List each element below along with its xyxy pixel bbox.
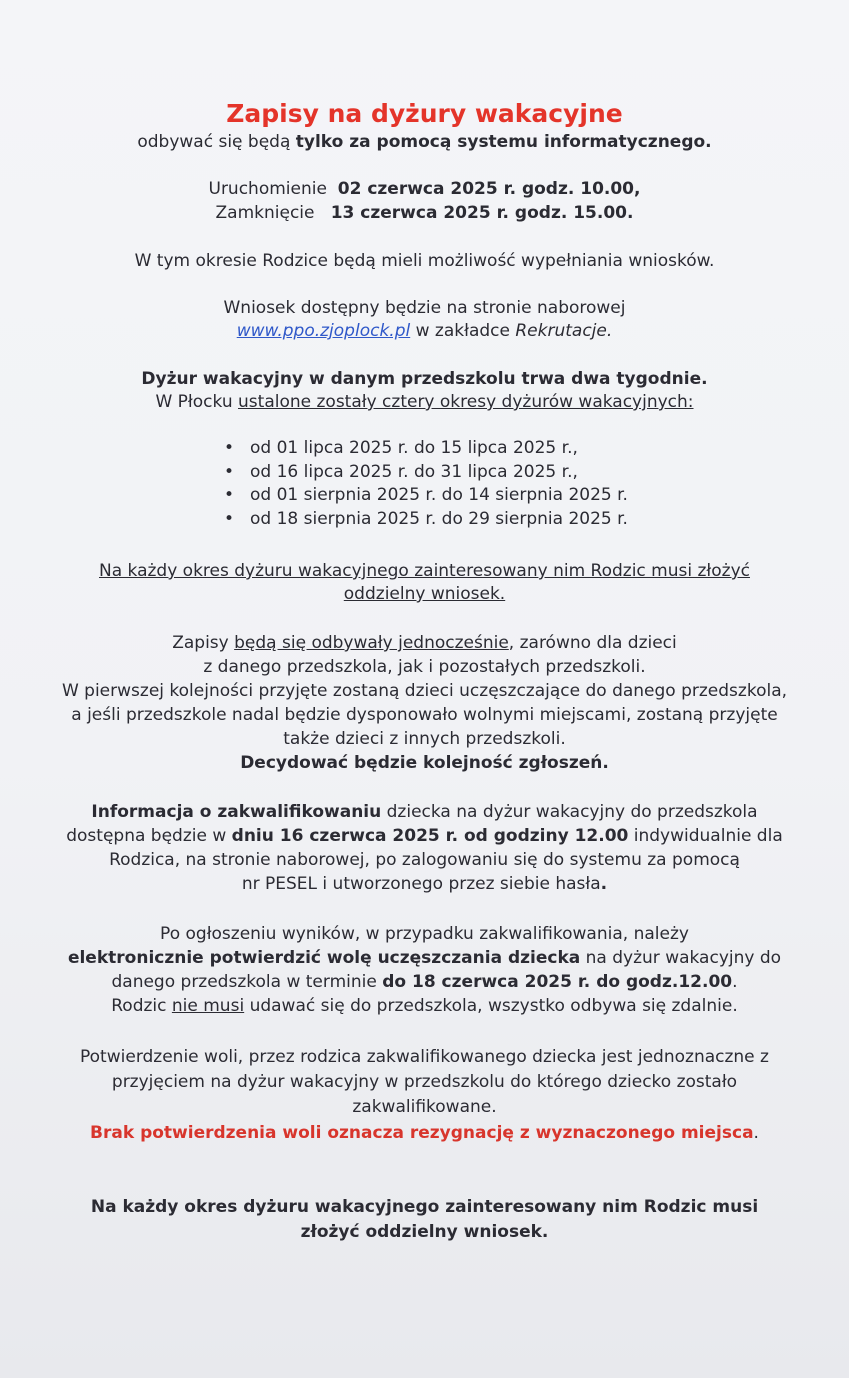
confirmation-deadline: do 18 czerwca 2025 r. do godz.12.00 bbox=[382, 972, 733, 992]
recruitment-tab: Rekrutacje. bbox=[515, 321, 613, 341]
qualification-line4 bbox=[0, 873, 849, 896]
will-line1: Potwierdzenie woli, przez rodzica zakwalifikowanego dziecka jest jednoznaczne z bbox=[80, 1047, 769, 1067]
page-title: Zapisy na dyżury wakacyjne bbox=[226, 99, 623, 128]
enrollment-line1 bbox=[0, 632, 849, 655]
periods-list bbox=[220, 437, 628, 531]
end-date-line bbox=[0, 202, 849, 225]
qualification-line2 bbox=[0, 825, 849, 848]
end-value: 13 czerwca 2025 r. godz. 15.00. bbox=[330, 203, 634, 223]
duration-underlined: ustalone zostały cztery okresy dyżurów wakacyjnych: bbox=[238, 392, 694, 412]
enrollment-line4: a jeśli przedszkole nadal będzie dysponowało wolnymi miejscami, zostaną przyjęte bbox=[71, 705, 778, 725]
intro-prefix: odbywać się będą bbox=[137, 132, 296, 152]
qualification-text2a: dostępna będzie w bbox=[66, 826, 232, 846]
qualification-text1: dziecka na dyżur wakacyjny do przedszkola bbox=[381, 802, 758, 822]
duration-bold: Dyżur wakacyjny w danym przedszkolu trwa dwa tygodnie. bbox=[141, 369, 708, 389]
intro-line bbox=[0, 131, 849, 154]
period-item: • od 16 lipca 2025 r. do 31 lipca 2025 r., bbox=[220, 461, 628, 485]
will-line3: zakwalifikowane. bbox=[352, 1097, 497, 1117]
application-mid: w zakładce bbox=[410, 321, 516, 341]
confirmation-text4b: udawać się do przedszkola, wszystko odbywa się zdalnie. bbox=[244, 996, 738, 1016]
confirmation-line3 bbox=[0, 971, 849, 994]
qualification-line4-text: nr PESEL i utworzonego przez siebie hasła bbox=[241, 874, 601, 894]
enrollment-decision: Decydować będzie kolejność zgłoszeń. bbox=[240, 753, 609, 773]
will-line2: przyjęciem na dyżur wakacyjny w przedszkolu do którego dziecko zostało bbox=[111, 1072, 738, 1092]
footer-line2: złożyć oddzielny wniosek. bbox=[300, 1222, 549, 1242]
qualification-line1 bbox=[0, 801, 849, 824]
intro-bold: tylko za pomocą systemu informatycznego. bbox=[295, 132, 712, 152]
separate-application-line1: Na każdy okres dyżuru wakacyjnego zainteresowany nim Rodzic musi złożyć bbox=[99, 561, 750, 581]
qualification-line4-dot: . bbox=[600, 874, 608, 894]
duration-line bbox=[0, 391, 849, 414]
end-label: Zamknięcie bbox=[215, 203, 315, 223]
confirmation-not-required: nie musi bbox=[171, 996, 245, 1016]
warning-text: Brak potwierdzenia woli oznacza rezygnację z wyznaczonego miejsca bbox=[90, 1123, 754, 1143]
confirmation-line4 bbox=[0, 995, 849, 1018]
confirmation-text3b: . bbox=[732, 972, 738, 992]
qualification-line3: Rodzica, na stronie naborowej, po zalogowaniu się do systemu za pomocą bbox=[109, 850, 740, 870]
warning-line bbox=[0, 1122, 849, 1145]
start-label: Uruchomienie bbox=[208, 179, 327, 199]
enrollment-suffix: , zarówno dla dzieci bbox=[508, 633, 677, 653]
website-link[interactable]: www.ppo.zjoplock.pl bbox=[236, 321, 411, 341]
confirmation-bold: elektronicznie potwierdzić wolę uczęszczania dziecka bbox=[67, 948, 581, 968]
confirmation-line2 bbox=[0, 947, 849, 970]
duration-prefix: W Płocku bbox=[155, 392, 239, 412]
confirmation-text2: na dyżur wakacyjny do bbox=[580, 948, 782, 968]
qualification-bold1: Informacja o zakwalifikowaniu bbox=[91, 802, 382, 822]
start-value: 02 czerwca 2025 r. godz. 10.00, bbox=[337, 179, 641, 199]
qualification-date: dniu 16 czerwca 2025 r. od godziny 12.00 bbox=[231, 826, 629, 846]
confirmation-line1: Po ogłoszeniu wyników, w przypadku zakwalifikowania, należy bbox=[160, 924, 689, 944]
warning-dot: . bbox=[753, 1123, 759, 1143]
enrollment-prefix: Zapisy bbox=[172, 633, 235, 653]
confirmation-text4a: Rodzic bbox=[111, 996, 172, 1016]
period-item: • od 01 sierpnia 2025 r. do 14 sierpnia 2025 r. bbox=[220, 484, 628, 508]
confirmation-text3a: danego przedszkola w terminie bbox=[111, 972, 383, 992]
period-item: • od 01 lipca 2025 r. do 15 lipca 2025 r., bbox=[220, 437, 628, 461]
footer-line1: Na każdy okres dyżuru wakacyjnego zainteresowany nim Rodzic musi bbox=[90, 1197, 759, 1217]
enrollment-line2: z danego przedszkola, jak i pozostałych przedszkoli. bbox=[203, 657, 646, 677]
enrollment-line3: W pierwszej kolejności przyjęte zostaną dzieci uczęszczające do danego przedszkola, bbox=[61, 681, 788, 701]
period-item: • od 18 sierpnia 2025 r. do 29 sierpnia 2025 r. bbox=[220, 508, 628, 532]
qualification-text2b: indywidualnie dla bbox=[628, 826, 783, 846]
enrollment-line5: także dzieci z innych przedszkoli. bbox=[283, 729, 566, 749]
parents-info: W tym okresie Rodzice będą mieli możliwość wypełniania wniosków. bbox=[134, 251, 715, 271]
separate-application-line2: oddzielny wniosek. bbox=[343, 584, 506, 604]
application-line2 bbox=[0, 320, 849, 343]
start-date-line bbox=[0, 178, 849, 201]
application-line1: Wniosek dostępny będzie na stronie naborowej bbox=[223, 298, 626, 318]
enrollment-underlined: będą się odbywały jednocześnie bbox=[234, 633, 509, 653]
